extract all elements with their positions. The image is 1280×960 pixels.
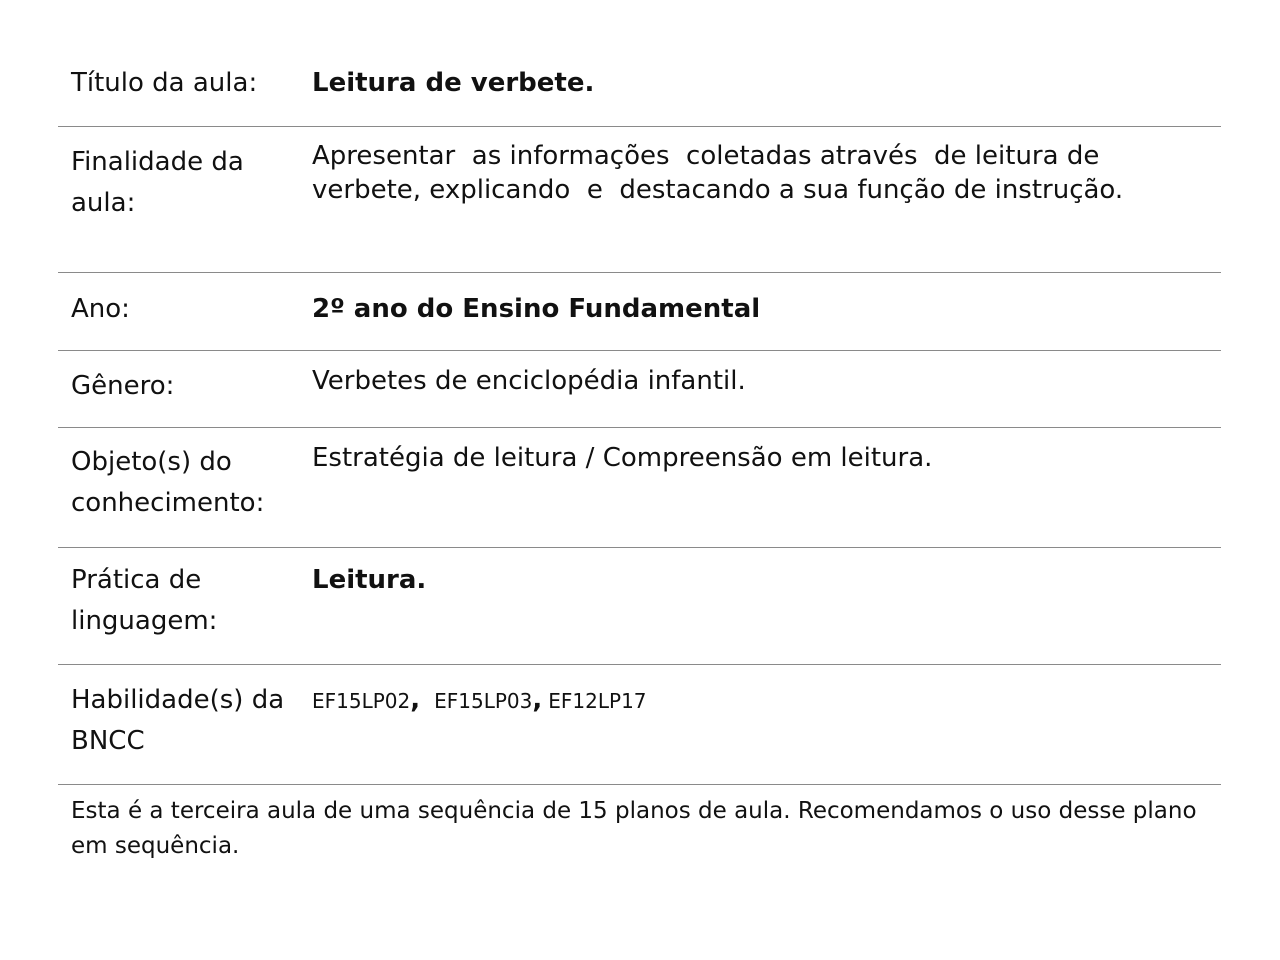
finalidade-label-line2: aula:: [71, 188, 136, 218]
row-genero: [58, 351, 1221, 428]
row-ano: [58, 273, 1221, 351]
genero-value: Verbetes de enciclopédia infantil.: [312, 366, 746, 396]
bncc-code: EF12LP17: [548, 689, 647, 713]
finalidade-value-line2: verbete, explicando e destacando a sua função de instrução.: [312, 175, 1124, 205]
habilidades-label-line2: BNCC: [71, 726, 145, 756]
row-finalidade: [58, 127, 1221, 273]
row-titulo: [58, 44, 1221, 127]
finalidade-label: [58, 139, 299, 272]
habilidades-label: [58, 680, 299, 784]
code-separator: ,: [410, 685, 421, 715]
lesson-plan-table: [58, 44, 1221, 785]
habilidades-value: [299, 680, 1221, 784]
objeto-label-line1: Objeto(s) do: [71, 447, 232, 477]
footnote: Esta é a terceira aula de uma sequência de 15 planos de aula. Recomendamos o uso desse plano em sequência.: [71, 798, 1197, 859]
titulo-value: Leitura de verbete.: [312, 68, 595, 98]
objeto-label-line2: conhecimento:: [71, 488, 265, 518]
pratica-value: Leitura.: [312, 565, 427, 595]
pratica-label-line2: linguagem:: [71, 606, 218, 636]
genero-label: Gênero:: [71, 371, 175, 401]
bncc-code: EF15LP02: [312, 689, 411, 713]
finalidade-value: [299, 139, 1221, 272]
objeto-value: Estratégia de leitura / Compreensão em leitura.: [312, 443, 933, 473]
bncc-code: EF15LP03: [434, 689, 533, 713]
finalidade-label-line1: Finalidade da: [71, 147, 244, 177]
titulo-label: Título da aula:: [71, 68, 258, 98]
objeto-label: [58, 441, 299, 547]
row-pratica: [58, 548, 1221, 665]
ano-label: Ano:: [71, 294, 130, 324]
ano-value: 2º ano do Ensino Fundamental: [312, 294, 761, 324]
code-separator: ,: [532, 685, 543, 715]
row-objeto: [58, 428, 1221, 548]
finalidade-value-line1: Apresentar as informações coletadas através de leitura de: [312, 141, 1100, 171]
row-habilidades: [58, 665, 1221, 785]
pratica-label-line1: Prática de: [71, 565, 202, 595]
pratica-label: [58, 560, 299, 664]
habilidades-label-line1: Habilidade(s) da: [71, 685, 285, 715]
